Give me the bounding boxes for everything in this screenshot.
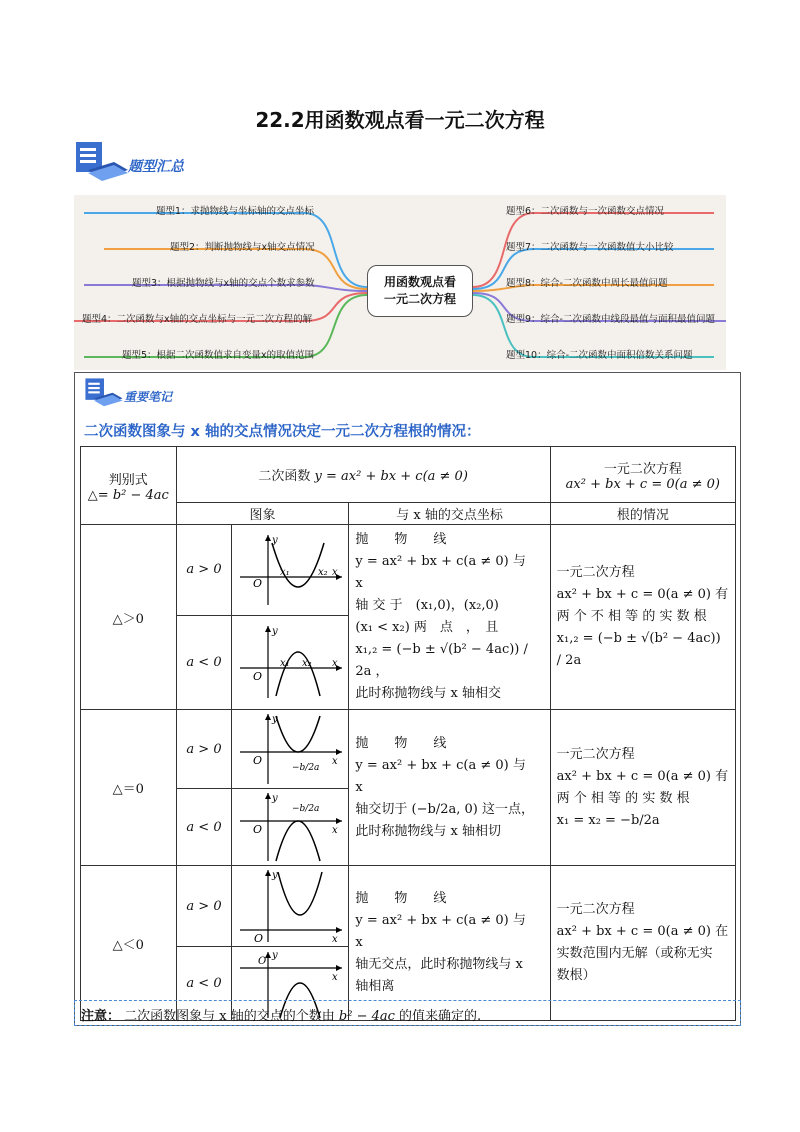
x-axis-label: x <box>332 756 339 767</box>
parabola-graph-down-tangent <box>232 789 348 865</box>
roots-line: ax² + bx + c = 0(a ≠ 0) 有 <box>556 768 729 784</box>
mind-map-center-line-1: 用函数观点看 <box>383 275 456 289</box>
header-function-formula: y = ax² + bx + c(a ≠ 0) <box>314 469 468 484</box>
x-axis-label: x <box>332 825 339 836</box>
inter-line: y = ax² + bx + c(a ≠ 0) 与 x <box>355 554 539 591</box>
mind-map-item-3: 题型3：根据抛物线与x轴的交点个数求参数 <box>132 278 315 289</box>
roots-line: x₁ = x₂ = −b/2a <box>556 812 660 828</box>
roots-line: 一元二次方程 <box>556 746 635 762</box>
inter-line: 此时称抛物线与 x 轴相交 <box>355 686 501 701</box>
graph-cell <box>232 615 349 709</box>
mind-map-center <box>367 265 473 317</box>
intersection-zero <box>349 710 550 866</box>
origin-label: O <box>253 670 263 684</box>
cond-a-positive: a > 0 <box>176 866 232 947</box>
cond-a-positive: a > 0 <box>176 525 232 616</box>
inter-line: 轴无交点，此时称抛物线与 x <box>355 957 523 972</box>
mind-map-item-4: 题型4：二次函数与x轴的交点坐标与一元二次方程的解 <box>82 314 313 325</box>
cond-a-negative: a < 0 <box>176 615 232 709</box>
mind-map-center-line-2: 一元二次方程 <box>383 292 456 306</box>
x-axis-label: x <box>332 934 339 945</box>
subheader-graph: 图象 <box>176 503 349 525</box>
graph-cell <box>232 710 349 789</box>
header-function <box>176 447 550 503</box>
parabola-graph-up-two-roots <box>232 531 348 609</box>
mind-map-item-6: 题型6：二次函数与一次函数交点情况 <box>506 206 665 217</box>
inter-line: y = ax² + bx + c(a ≠ 0) 与 x <box>355 757 539 795</box>
inter-line: 抛 物 线 <box>355 891 447 906</box>
vertex-label: −b/2a <box>292 763 320 773</box>
note-label: 注意： <box>81 1009 121 1024</box>
inter-line: 轴相离 <box>355 979 395 994</box>
header-discriminant-label: 判别式 <box>108 472 148 488</box>
origin-label: O <box>254 932 264 945</box>
parabola-graph-down-two-roots <box>232 622 348 702</box>
x-axis-label: x <box>332 566 339 578</box>
subheader-intersection: 与 x 轴的交点坐标 <box>349 503 550 525</box>
roots-zero <box>550 710 735 866</box>
disc-zero: △＝0 <box>81 710 177 866</box>
mind-map <box>74 195 726 370</box>
mind-map-item-7: 题型7：二次函数与一次函数值大小比较 <box>506 242 674 253</box>
cond-a-negative: a < 0 <box>176 789 232 866</box>
note-expression: b² − 4ac <box>338 1009 395 1024</box>
mind-map-item-5: 题型5：根据二次函数值求自变量x的取值范围 <box>122 350 315 361</box>
inter-line: 抛 物 线 <box>355 735 447 751</box>
x-axis-label: x <box>332 971 339 983</box>
graph-cell <box>232 866 349 947</box>
y-axis-label: y <box>272 870 279 881</box>
roots-line: 一元二次方程 <box>556 565 635 580</box>
notes-subheading: 二次函数图象与 x 轴的交点情况决定一元二次方程根的情况： <box>84 424 481 440</box>
roots-line: 两 个 不 相 等 的 实 数 根 <box>556 609 707 624</box>
header-function-label: 二次函数 <box>258 469 311 484</box>
roots-line: 两 个 相 等 的 实 数 根 <box>556 790 690 806</box>
origin-label: O <box>253 754 263 767</box>
mind-map-item-10: 题型10：综合-二次函数中面积倍数关系问题 <box>506 350 693 361</box>
header-equation-formula: ax² + bx + c = 0(a ≠ 0) <box>565 476 720 492</box>
y-axis-label: y <box>272 714 279 725</box>
page-title: 22.2用函数观点看一元二次方程 <box>255 108 545 132</box>
mind-map-item-9: 题型9：综合-二次函数中线段最值与面积最值问题 <box>506 314 715 325</box>
vertex-label: −b/2a <box>292 804 320 814</box>
origin-label: O <box>253 823 263 836</box>
mind-map-item-2: 题型2：判断抛物线与x轴交点情况 <box>170 242 315 253</box>
header-equation-label: 一元二次方程 <box>603 461 682 477</box>
inter-line: y = ax² + bx + c(a ≠ 0) 与 x <box>355 913 539 950</box>
intersection-positive <box>349 525 550 710</box>
section-label-notes: 重要笔记 <box>124 390 173 404</box>
subheader-roots: 根的情况 <box>550 503 735 525</box>
inter-line: x₁,₂ = (−b ± √(b² − 4ac)) / 2a ， <box>355 642 528 679</box>
graph-cell <box>232 525 349 616</box>
roots-line: 一元二次方程 <box>556 902 635 917</box>
book-stack-icon <box>84 376 124 408</box>
note-box <box>74 1000 741 1026</box>
disc-negative: △＜0 <box>81 866 177 1021</box>
discriminant-table <box>80 446 736 1021</box>
inter-line: 抛 物 线 <box>355 532 447 547</box>
origin-label: O <box>253 576 263 590</box>
root2-label: x₂ <box>302 658 313 670</box>
root2-label: x₂ <box>318 566 329 578</box>
roots-line: 数根） <box>556 968 596 983</box>
mind-map-item-8: 题型8：综合-二次函数中周长最值问题 <box>506 278 668 289</box>
book-stack-icon <box>74 140 130 182</box>
cond-a-negative: a < 0 <box>176 947 232 1021</box>
header-discriminant-formula: △= b² − 4ac <box>87 487 169 503</box>
inter-line: 轴交切于 (−b/2a, 0) 这一点， <box>355 801 534 817</box>
root1-label: x₁ <box>280 566 291 578</box>
inter-line: 此时称抛物线与 x 轴相切 <box>355 823 501 839</box>
parabola-graph-up-tangent <box>232 710 348 788</box>
disc-positive: △＞0 <box>81 525 177 710</box>
graph-cell <box>232 789 349 866</box>
origin-label: O <box>258 955 267 967</box>
inter-line: 轴 交 于 (x₁,0)，(x₂,0) <box>355 598 499 613</box>
y-axis-label: y <box>272 949 279 961</box>
header-discriminant <box>81 447 177 525</box>
roots-positive <box>550 525 735 710</box>
header-equation <box>550 447 735 503</box>
roots-negative <box>550 866 735 1021</box>
cond-a-positive: a > 0 <box>176 710 232 789</box>
section-label-summary: 题型汇总 <box>128 159 184 175</box>
y-axis-label: y <box>272 626 279 638</box>
roots-line: x₁,₂ = (−b ± √(b² − 4ac)) / 2a <box>556 631 721 668</box>
roots-line: ax² + bx + c = 0(a ≠ 0) 有 <box>556 587 729 602</box>
mind-map-item-1: 题型1：求抛物线与坐标轴的交点坐标 <box>156 206 315 217</box>
roots-line: ax² + bx + c = 0(a ≠ 0) 在 <box>556 924 729 939</box>
y-axis-label: y <box>272 534 279 546</box>
x-axis-label: x <box>332 658 339 670</box>
parabola-graph-up-no-roots <box>232 866 348 946</box>
y-axis-label: y <box>272 793 279 804</box>
intersection-negative <box>349 866 550 1021</box>
roots-line: 实数范围内无解（或称无实 <box>556 946 713 961</box>
root1-label: x₁ <box>280 658 291 670</box>
note-text-before: 二次函数图象与 x 轴的交点的个数由 <box>124 1009 335 1024</box>
note-text-after: 的值来确定的. <box>399 1009 482 1024</box>
inter-line: (x₁ < x₂) 两 点 ， 且 <box>355 620 499 635</box>
